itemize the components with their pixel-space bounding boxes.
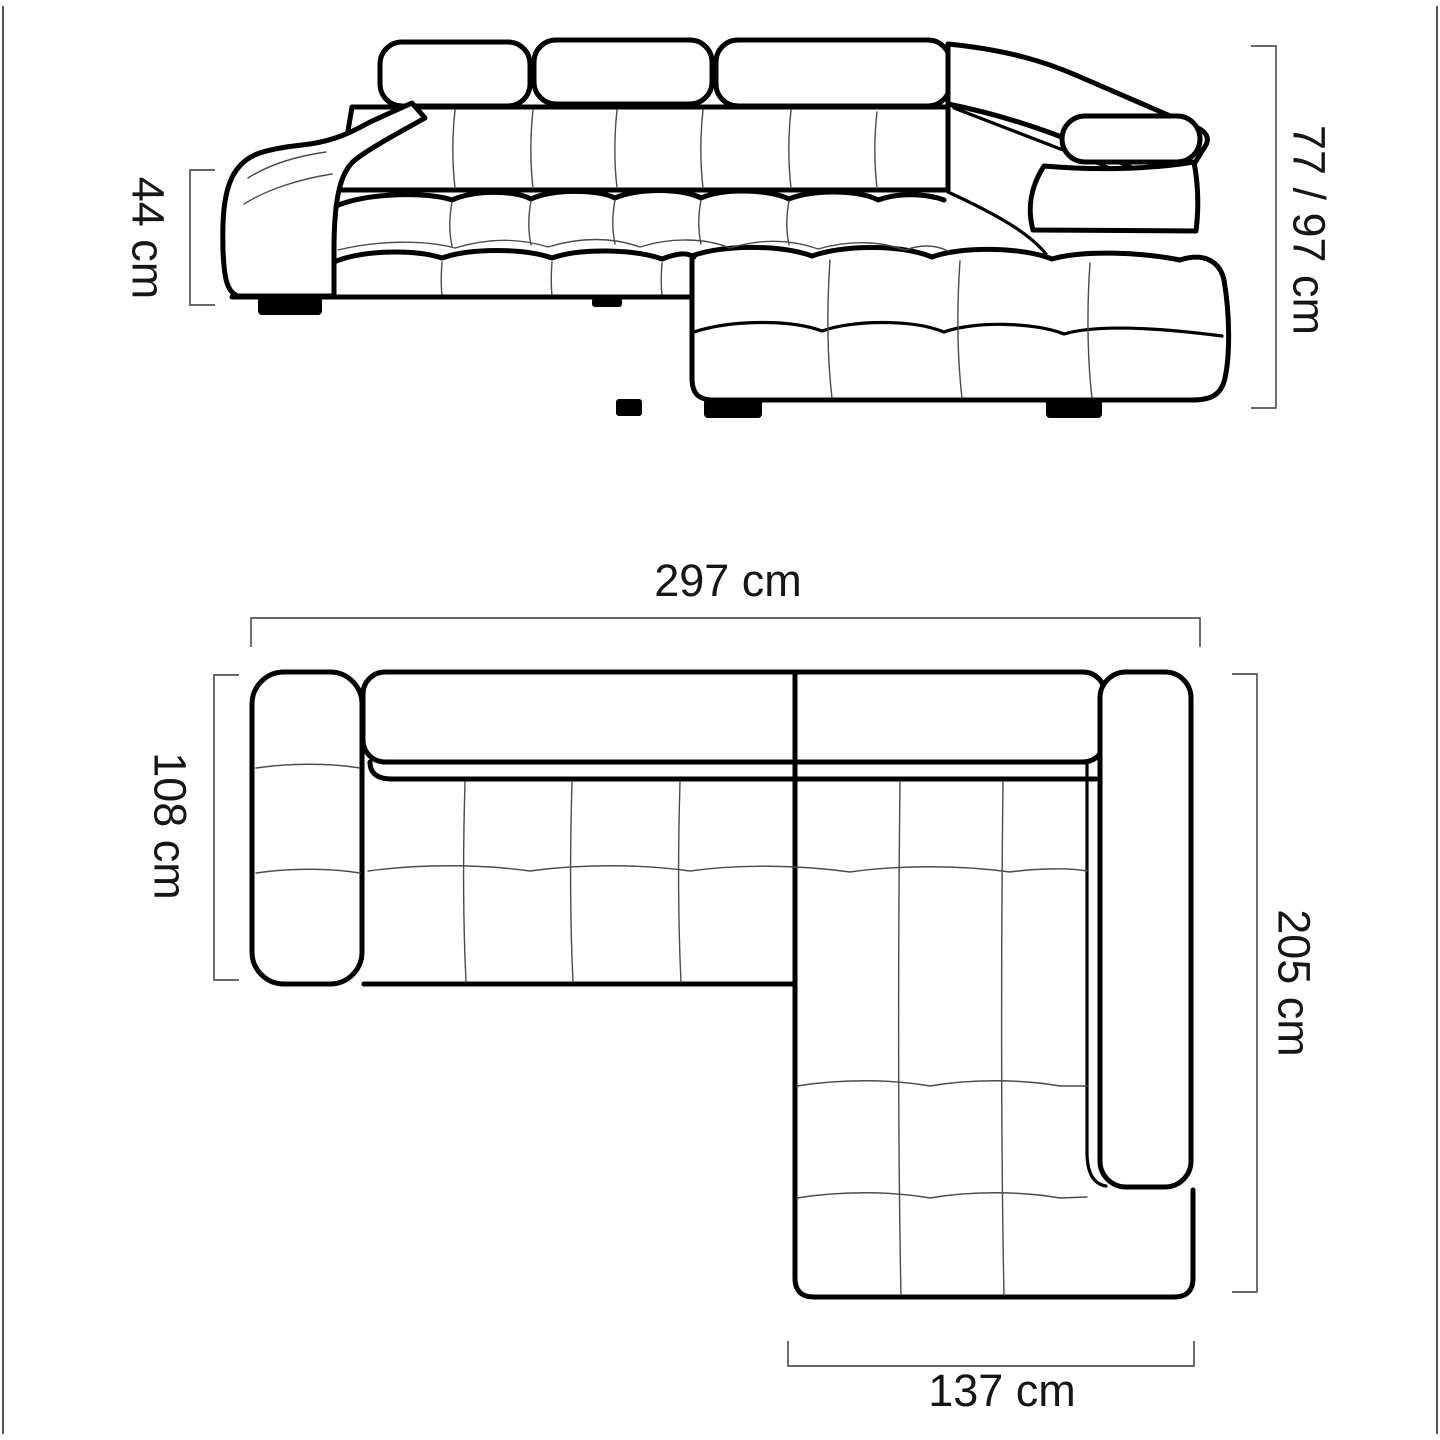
seat-face-seam (551, 262, 552, 296)
dimension-bracket-depth (1232, 674, 1257, 1292)
backrest-band (338, 107, 948, 190)
seat-face-seam (661, 263, 662, 296)
headrest-cushion (380, 42, 530, 106)
dimension-label-total-height: 77 / 97 cm (1283, 124, 1335, 336)
tuft-dip (787, 201, 789, 245)
side-view-sofa (223, 40, 1229, 418)
plan-seam (899, 782, 901, 1295)
plan-seam (464, 782, 466, 982)
plan-left-armrest (252, 672, 362, 984)
dimension-label-depth: 205 cm (1268, 909, 1320, 1057)
sofa-foot (704, 399, 762, 418)
dimension-bracket-seat-height (190, 170, 215, 305)
headrest-cushion (716, 40, 950, 106)
tuft-dip (450, 202, 452, 246)
plan-seam (571, 782, 573, 982)
tuft-dip (529, 201, 531, 245)
plan-backrest-inner-line (370, 762, 1096, 779)
dimension-bracket-seat-depth (214, 675, 239, 980)
plan-seam-wave (797, 1193, 1087, 1198)
plan-right-armrest (1100, 672, 1191, 1187)
plan-backrest (363, 672, 1105, 762)
dimension-label-seat-depth: 108 cm (144, 752, 196, 900)
seat-front-tuft-line (334, 251, 694, 263)
dimension-bracket-total-height (1251, 46, 1276, 408)
dimension-bracket-width (251, 618, 1200, 647)
seat-face-seam (441, 262, 442, 296)
dimension-label-chaise-width: 137 cm (928, 1365, 1076, 1416)
top-view-sofa (252, 672, 1193, 1297)
dimension-label-seat-height: 44 cm (122, 176, 174, 300)
tuft-dip (613, 200, 615, 244)
sofa-foot (258, 297, 322, 315)
plan-seam-wave (797, 1081, 1087, 1086)
seatback-tuft-line (336, 191, 944, 207)
dimension-bracket-chaise-width (788, 1341, 1194, 1366)
tuft-dip (699, 200, 701, 244)
sofa-foot (592, 298, 622, 307)
plan-seam (1002, 782, 1004, 1295)
right-armrest-pad (1062, 116, 1200, 162)
headrest-cushion (534, 40, 712, 104)
sofa-foot (1046, 399, 1102, 418)
sofa-foot (616, 399, 642, 416)
right-armrest (1030, 162, 1197, 231)
plan-seam-wave (368, 866, 1087, 872)
plan-seam (679, 782, 681, 982)
dimension-label-width: 297 cm (654, 555, 802, 606)
